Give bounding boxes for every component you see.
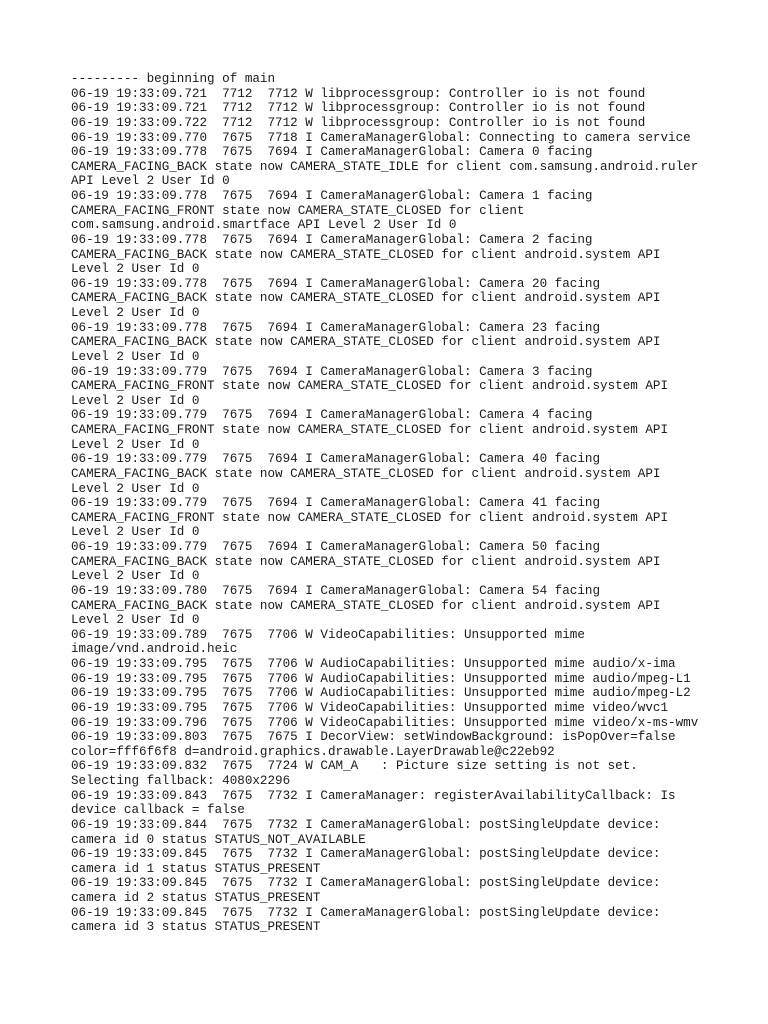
log-line: CAMERA_FACING_BACK state now CAMERA_STATE_CLOSED for client android.system API	[71, 598, 661, 613]
log-line: 06-19 19:33:09.779 7675 7694 I CameraManagerGlobal: Camera 41 facing	[71, 496, 601, 511]
log-line: --------- beginning of main	[71, 72, 276, 86]
log-document	[71, 72, 751, 935]
log-line: 06-19 19:33:09.770 7675 7718 I CameraManagerGlobal: Connecting to camera service	[71, 130, 691, 145]
log-line: 06-19 19:33:09.778 7675 7694 I CameraManagerGlobal: Camera 23 facing	[71, 320, 601, 335]
log-line: Level 2 User Id 0	[71, 481, 200, 496]
log-line: CAMERA_FACING_FRONT state now CAMERA_STATE_CLOSED for client android.system API	[71, 423, 669, 437]
log-line: camera id 0 status STATUS_NOT_AVAILABLE	[71, 832, 366, 847]
log-line: image/vnd.android.heic	[71, 642, 238, 657]
log-line: 06-19 19:33:09.779 7675 7694 I CameraManagerGlobal: Camera 3 facing	[71, 364, 593, 379]
log-line: Level 2 User Id 0	[71, 262, 200, 277]
log-line: 06-19 19:33:09.832 7675 7724 W CAM_A : Picture size setting is not set.	[71, 759, 638, 774]
log-line: 06-19 19:33:09.796 7675 7706 W VideoCapabilities: Unsupported mime video/x-ms-wmv	[71, 715, 699, 730]
log-line: device callback = false	[71, 803, 245, 818]
log-line: 06-19 19:33:09.844 7675 7732 I CameraManagerGlobal: postSingleUpdate device:	[71, 817, 661, 832]
log-line: CAMERA_FACING_BACK state now CAMERA_STATE_IDLE for client com.samsung.android.ruler	[71, 159, 699, 174]
log-line: Selecting fallback: 4080x2296	[71, 774, 291, 788]
log-line: 06-19 19:33:09.789 7675 7706 W VideoCapabilities: Unsupported mime	[71, 627, 585, 642]
log-line: CAMERA_FACING_BACK state now CAMERA_STATE_CLOSED for client android.system API	[71, 466, 661, 481]
log-line: Level 2 User Id 0	[71, 393, 200, 408]
log-line: Level 2 User Id 0	[71, 613, 200, 628]
log-line: 06-19 19:33:09.778 7675 7694 I CameraManagerGlobal: Camera 2 facing	[71, 232, 593, 247]
log-line: Level 2 User Id 0	[71, 349, 200, 364]
log-line: color=fff6f6f8 d=android.graphics.drawable.LayerDrawable@c22eb92	[71, 744, 555, 759]
log-line: 06-19 19:33:09.795 7675 7706 W VideoCapabilities: Unsupported mime video/wvc1	[71, 700, 669, 715]
log-line: 06-19 19:33:09.778 7675 7694 I CameraManagerGlobal: Camera 0 facing	[71, 145, 593, 160]
log-line: 06-19 19:33:09.779 7675 7694 I CameraManagerGlobal: Camera 40 facing	[71, 452, 601, 467]
log-line: CAMERA_FACING_FRONT state now CAMERA_STATE_CLOSED for client android.system API	[71, 510, 669, 525]
log-line: 06-19 19:33:09.845 7675 7732 I CameraManagerGlobal: postSingleUpdate device:	[71, 905, 661, 920]
log-line: CAMERA_FACING_BACK state now CAMERA_STATE_CLOSED for client android.system API	[71, 247, 661, 262]
log-line: 06-19 19:33:09.795 7675 7706 W AudioCapabilities: Unsupported mime audio/x-ima	[71, 657, 676, 671]
log-line: Level 2 User Id 0	[71, 437, 200, 452]
log-line: Level 2 User Id 0	[71, 306, 200, 320]
log-line: API Level 2 User Id 0	[71, 174, 230, 189]
log-line: camera id 1 status STATUS_PRESENT	[71, 861, 321, 876]
log-line: Level 2 User Id 0	[71, 525, 200, 540]
log-line: 06-19 19:33:09.779 7675 7694 I CameraManagerGlobal: Camera 4 facing	[71, 408, 593, 423]
log-line: 06-19 19:33:09.721 7712 7712 W libprocessgroup: Controller io is not found	[71, 86, 646, 101]
log-line: 06-19 19:33:09.795 7675 7706 W AudioCapabilities: Unsupported mime audio/mpeg-L1	[71, 671, 691, 686]
log-line: 06-19 19:33:09.722 7712 7712 W libprocessgroup: Controller io is not found	[71, 115, 646, 130]
log-line: CAMERA_FACING_FRONT state now CAMERA_STATE_CLOSED for client	[71, 203, 525, 218]
log-line: Level 2 User Id 0	[71, 569, 200, 584]
log-line: 06-19 19:33:09.803 7675 7675 I DecorView: setWindowBackground: isPopOver=false	[71, 730, 676, 745]
log-line: camera id 2 status STATUS_PRESENT	[71, 891, 321, 905]
log-line: 06-19 19:33:09.778 7675 7694 I CameraManagerGlobal: Camera 20 facing	[71, 276, 601, 291]
log-line: CAMERA_FACING_BACK state now CAMERA_STATE_CLOSED for client android.system API	[71, 554, 661, 569]
log-line: 06-19 19:33:09.845 7675 7732 I CameraManagerGlobal: postSingleUpdate device:	[71, 876, 661, 891]
log-line: 06-19 19:33:09.845 7675 7732 I CameraManagerGlobal: postSingleUpdate device:	[71, 847, 661, 862]
log-line: CAMERA_FACING_FRONT state now CAMERA_STATE_CLOSED for client android.system API	[71, 379, 669, 394]
log-line: 06-19 19:33:09.721 7712 7712 W libprocessgroup: Controller io is not found	[71, 101, 646, 116]
log-line: 06-19 19:33:09.843 7675 7732 I CameraManager: registerAvailabilityCallback: Is	[71, 788, 676, 803]
log-line: 06-19 19:33:09.779 7675 7694 I CameraManagerGlobal: Camera 50 facing	[71, 540, 601, 554]
log-line: com.samsung.android.smartface API Level 2 User Id 0	[71, 218, 457, 233]
log-line: camera id 3 status STATUS_PRESENT	[71, 920, 321, 935]
log-line: CAMERA_FACING_BACK state now CAMERA_STATE_CLOSED for client android.system API	[71, 291, 661, 306]
log-line: 06-19 19:33:09.778 7675 7694 I CameraManagerGlobal: Camera 1 facing	[71, 189, 593, 203]
log-line: 06-19 19:33:09.780 7675 7694 I CameraManagerGlobal: Camera 54 facing	[71, 583, 601, 598]
log-line: CAMERA_FACING_BACK state now CAMERA_STATE_CLOSED for client android.system API	[71, 335, 661, 350]
log-line: 06-19 19:33:09.795 7675 7706 W AudioCapabilities: Unsupported mime audio/mpeg-L2	[71, 686, 691, 701]
